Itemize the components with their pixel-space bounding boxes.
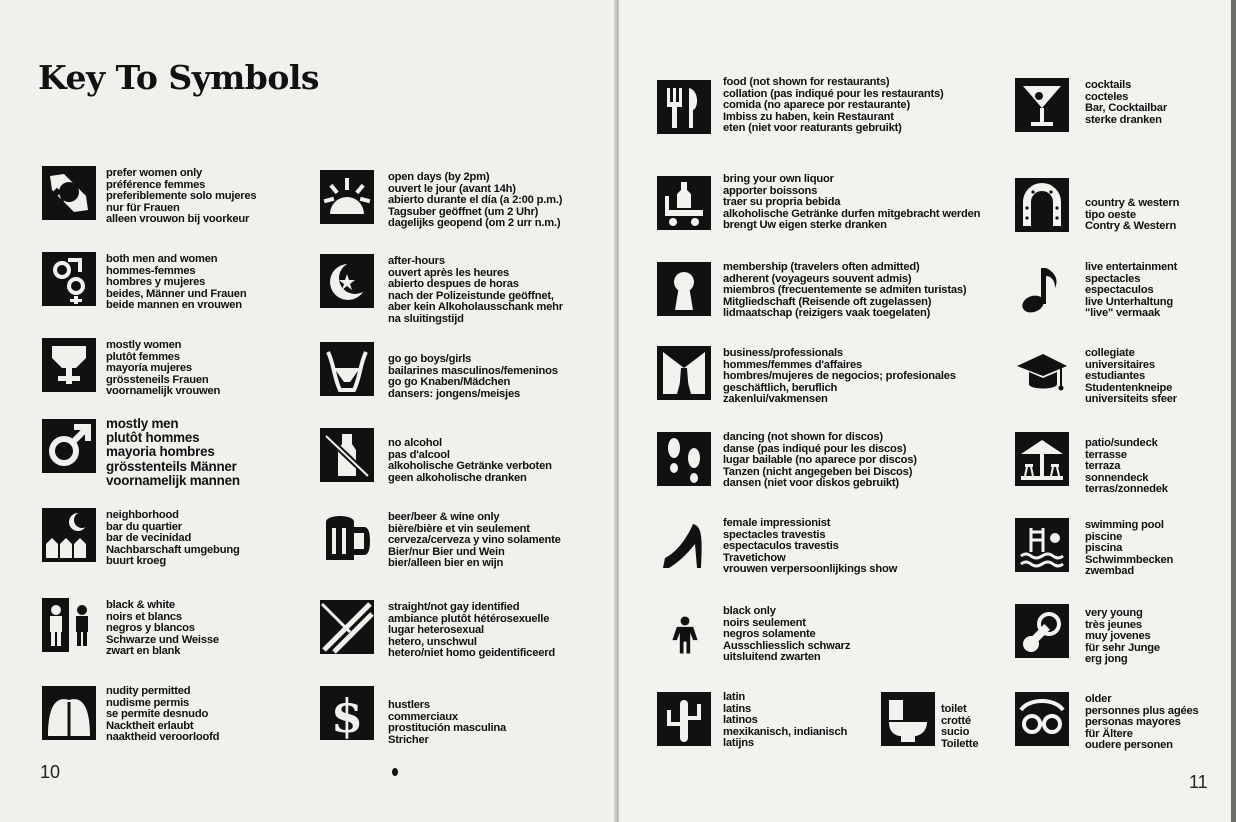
- liquor-cart-icon: [657, 176, 711, 230]
- legend-entry: no alcohol pas d'alcool alkoholische Getränke verboten geen alkoholische dranken: [388, 437, 552, 484]
- legend-entry: toilet crotté sucio Toilette: [941, 703, 979, 750]
- cactus-icon: [657, 692, 711, 746]
- legend-entry: straight/not gay identified ambiance plutôt hétérosexuelle lugar heterosexual hetero, unschwul hetero/niet homo geidentificeerd: [388, 601, 556, 660]
- legend-entry: after-hours ouvert après les heures abierto despues de horas nach der Polizeistunde geöffnet, aber kein Alkoholausschank mehr na sluitingstijd: [388, 255, 563, 325]
- page-number: 11: [1189, 772, 1208, 792]
- legend-entry: older personnes plus agées personas mayores für Ältere oudere personen: [1085, 693, 1199, 752]
- patio-umbrella-icon: [1015, 432, 1069, 486]
- go-go-icon: [320, 342, 374, 396]
- mostly-women-icon: [42, 338, 96, 392]
- women-preferred-icon: [42, 166, 96, 220]
- footprints-icon: [657, 432, 711, 486]
- legend-entry: neighborhood bar du quartier bar de vecinidad Nachbarschaft umgebung buurt kroeg: [106, 509, 240, 568]
- open-days-sun-icon: [320, 170, 374, 224]
- legend-entry: prefer women only préférence femmes preferiblemente solo mujeres nur für Frauen alleen vrouwon bij voorkeur: [106, 167, 257, 226]
- legend-entry: both men and women hommes-femmes hombres y mujeres beides, Männer und Frauen beide mannen en vrouwen: [106, 253, 247, 312]
- tie-collar-icon: [657, 346, 711, 400]
- legend-entry: black only noirs seulement negros solamente Ausschliesslich schwarz uitsluitend zwarten: [723, 605, 851, 664]
- legend-entry: cocktails cocteles Bar, Cocktailbar sterke dranken: [1085, 79, 1167, 126]
- beer-mug-icon: [320, 510, 374, 564]
- right-page: [619, 0, 1231, 822]
- page-number: 10: [40, 762, 61, 782]
- legend-entry: dancing (not shown for discos) danse (pas indiqué pour les discos) lugar bailable (no aparece por discos) Tanzen (nicht angegeben bei Discos) dansen (niet voor diskos gebruikt): [723, 431, 917, 490]
- swimming-pool-icon: [1015, 518, 1069, 572]
- legend-entry: very young très jeunes muy jovenes für sehr Junge erg jong: [1085, 607, 1160, 666]
- horseshoe-icon: [1015, 178, 1069, 232]
- left-page: [0, 0, 617, 822]
- men-and-women-icon: [42, 252, 96, 306]
- legend-entry: mostly men plutôt hommes mayoria hombres grösstenteils Männer voornamelijk mannen: [106, 416, 240, 488]
- toilet-icon: [881, 692, 935, 746]
- legend-entry: swimming pool piscine piscina Schwimmbecken zwembad: [1085, 519, 1174, 578]
- dollar-icon: [320, 686, 374, 740]
- keyhole-icon: [657, 262, 711, 316]
- mostly-men-icon: [42, 419, 96, 473]
- ink-dot: [392, 768, 398, 776]
- pacifier-icon: [1015, 604, 1069, 658]
- legend-entry: bring your own liquor apporter boissons traer su propria bebida alkoholische Getränke durfen mitgebracht werden brengt Uw eigen sterke dranken: [723, 173, 981, 232]
- graduation-cap-icon: [1015, 346, 1069, 400]
- legend-entry: beer/beer & wine only bière/bière et vin seulement cerveza/cerveza y vino solamente Bier/nur Bier und Wein bier/alleen bier en wijn: [388, 511, 561, 570]
- legend-entry: patio/sundeck terrasse terraza sonnendeck terras/zonnedek: [1085, 437, 1168, 496]
- neighborhood-icon: [42, 508, 96, 562]
- moon-star-icon: [320, 254, 374, 308]
- legend-entry: collegiate universitaires estudiantes Studentenkneipe universiteits sfeer: [1085, 347, 1177, 406]
- legend-entry: nudity permitted nudisme permis se permite desnudo Nacktheit erlaubt naaktheid veroorloofd: [106, 685, 220, 744]
- legend-entry: food (not shown for restaurants) collation (pas indiqué pour les restaurants) comida (no aparece por restaurante) Imbiss zu haben, kein Restaurant eten (niet voor reaturants gebruikt): [723, 76, 944, 135]
- straight-icon: [320, 600, 374, 654]
- svg-text:$: $: [330, 689, 364, 740]
- high-heel-icon: [657, 518, 711, 572]
- legend-entry: hustlers commerciaux prostitución masculina Stricher: [388, 699, 507, 746]
- page-title: Key To Symbols: [38, 58, 320, 97]
- legend-entry: latin latins latinos mexikanisch, indianisch latijns: [723, 691, 848, 750]
- fork-knife-icon: [657, 80, 711, 134]
- legend-entry: membership (travelers often admitted) adherent (voyageurs souvent admis) miembros (frecuentemente se admiten turistas) Mitgliedschaft (Reisende oft zugelassen) lidmaatschap (reizigers vaak toegelaten): [723, 261, 967, 320]
- legend-entry: black & white noirs et blancs negros y blancos Schwarze und Weisse zwart en blank: [106, 599, 219, 658]
- legend-entry: mostly women plutôt femmes mayoría mujeres grössteneils Frauen voornamelijk vrouwen: [106, 339, 221, 398]
- no-alcohol-icon: [320, 428, 374, 482]
- legend-entry: open days (by 2pm) ouvert le jour (avant 14h) abierto durante el día (a 2:00 p.m.) Tagsuber geöffnet (um 2 Uhr) dagelijks geopend (om 2 urr n.m.): [388, 171, 563, 230]
- music-note-icon: [1015, 262, 1069, 316]
- person-icon: [665, 608, 705, 662]
- older-glasses-icon: [1015, 692, 1069, 746]
- legend-entry: female impressionist spectacles travestis espectaculos travestis Travetichow vrouwen verpersoonlijkings show: [723, 517, 898, 576]
- legend-entry: live entertainment spectacles espectaculos live Unterhaltung "live" vermaak: [1085, 261, 1178, 320]
- legend-entry: go go boys/girls bailarines masculinos/femeninos go go Knaben/Mädchen dansers: jongens/meisjes: [388, 353, 558, 400]
- legend-entry: country & western tipo oeste Contry & Western: [1085, 197, 1180, 233]
- legend-entry: business/professionals hommes/femmes d'affaires hombres/mujeres de negocios; profesionales geschäftlich, beruflich zakenlui/vakmensen: [723, 347, 956, 406]
- cocktail-icon: [1015, 78, 1069, 132]
- black-and-white-icon: [42, 598, 96, 652]
- nudity-icon: [42, 686, 96, 740]
